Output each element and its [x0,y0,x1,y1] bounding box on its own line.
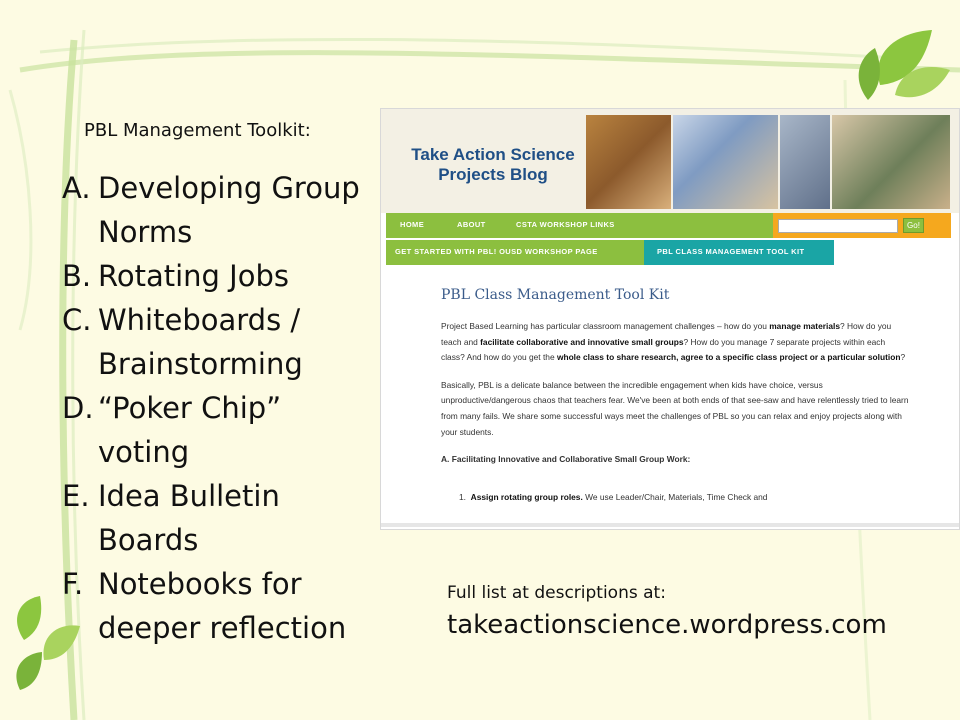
list-item-text: “Poker Chip” voting [98,391,282,469]
toolkit-list [62,166,372,650]
search-input[interactable] [778,219,898,233]
classroom-photo [780,115,830,209]
nav-get-started-pbl[interactable]: GET STARTED WITH PBL! OUSD WORKSHOP PAGE [395,247,598,256]
nav-csta-workshop-links[interactable]: CSTA WORKSHOP LINKS [516,220,615,229]
list-item [62,386,372,474]
post-title: PBL Class Management Tool Kit [441,287,670,303]
numbered-item: 1. Assign rotating group roles. We use Leader/Chair, Materials, Time Check and [459,491,768,502]
list-marker: C. [62,303,92,337]
list-item [62,254,372,298]
list-marker: F. [62,567,84,601]
student-photo [586,115,671,209]
leaf-icon [859,30,950,100]
post-paragraph: Project Based Learning has particular classroom management challenges – how do you manage materials? How do you teach and facilitate collaborative and innovative small groups? How do you manage 7 separate projects within each class? And how do you get the whole class to share research, agree to a specific class project or a particular solution? [441,321,906,363]
slide-subtitle: PBL Management Toolkit: [84,120,311,141]
search-go-button[interactable]: Go! [903,218,924,233]
list-marker: B. [62,259,92,293]
list-item-text: Notebooks for deeper reflection [98,567,347,645]
list-item-text: Whiteboards / Brainstorming [98,303,303,381]
blog-header [381,109,959,213]
list-marker: D. [62,391,94,425]
list-marker: A. [62,171,91,205]
list-item-text: Idea Bulletin Boards [98,479,280,557]
full-list-label: Full list at descriptions at: [447,583,666,603]
blog-title[interactable]: Take Action Science Projects Blog [411,145,575,184]
nav-pbl-tool-kit-tab[interactable] [644,240,834,265]
blog-screenshot [380,108,960,530]
list-marker: E. [62,479,90,513]
post-paragraph: Basically, PBL is a delicate balance between the incredible engagement when kids have choice, versus unproductive/dangerous chaos that teachers fear. We've been at both ends of that see-saw and have relentlessly tried to learn from many fails. We share some successful ways meet the challenges of PBL so you can relax and enjoy projects along with your students. [441,379,909,437]
horizontal-scrollbar[interactable] [381,523,959,527]
blog-url[interactable]: takeactionscience.wordpress.com [447,610,887,640]
list-item [62,474,372,562]
list-item [62,562,372,650]
nav-home[interactable]: HOME [400,220,425,229]
post-body [441,319,911,505]
list-item [62,298,372,386]
secondary-nav [386,240,834,265]
classroom-photo [673,115,778,209]
list-item-text: Rotating Jobs [98,259,289,293]
list-item-text: Developing Group Norms [98,171,360,249]
list-item [62,166,372,254]
section-heading: A. Facilitating Innovative and Collaborative Small Group Work: [441,454,691,465]
nav-pbl-tool-kit-label: PBL CLASS MANAGEMENT TOOL KIT [657,247,805,256]
student-photo [832,115,950,209]
nav-about[interactable]: ABOUT [457,220,486,229]
